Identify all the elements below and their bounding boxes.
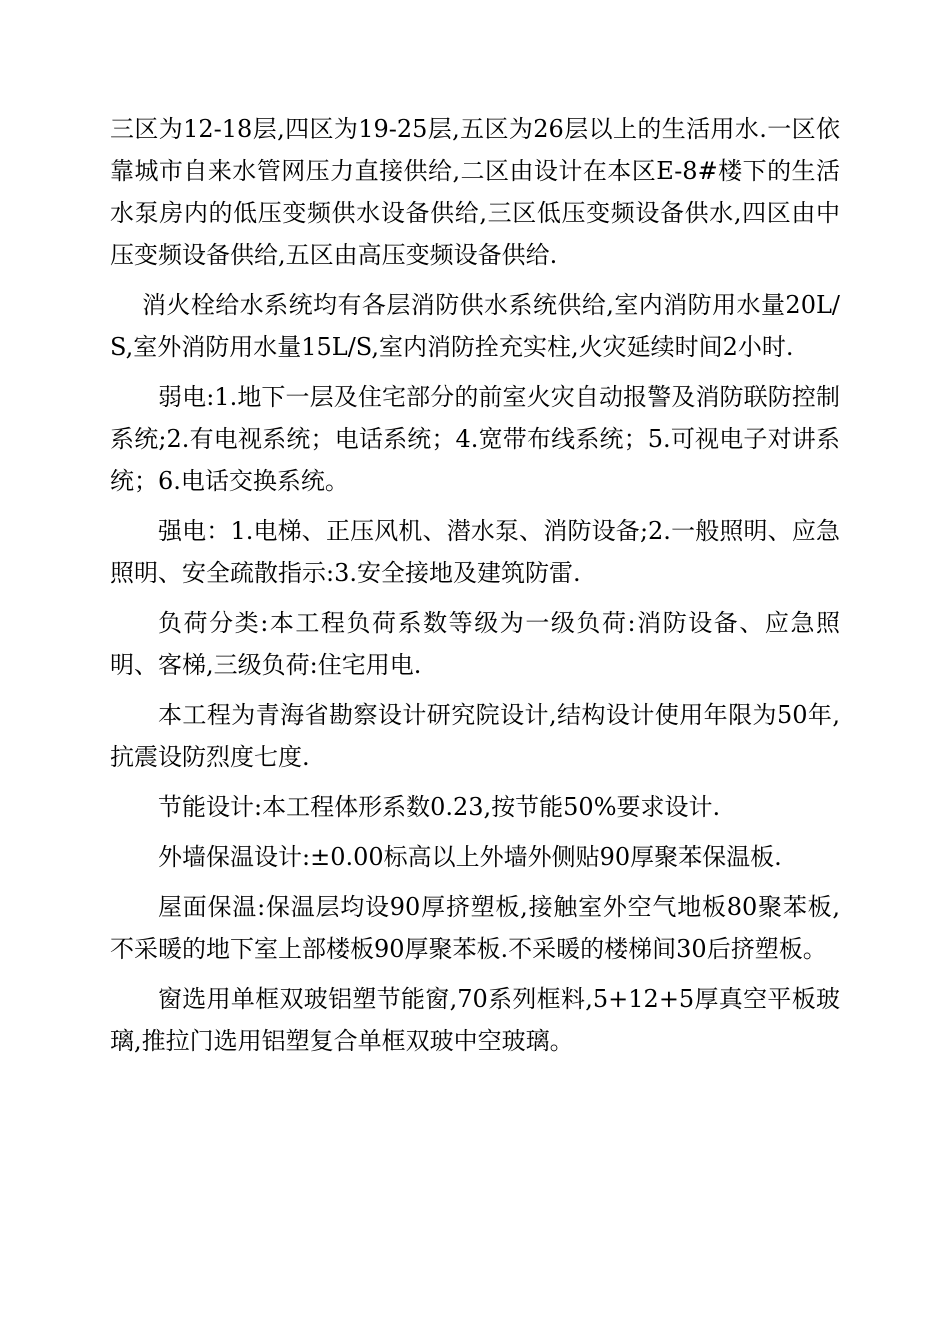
paragraph-energy-design: 节能设计:本工程体形系数0.23,按节能50%要求设计. (158, 793, 721, 821)
paragraph-wall-insulation: 外墙保温设计:±0.00标高以上外墙外侧贴90厚聚苯保温板. (158, 843, 782, 871)
paragraph-windows: 窗选用单框双玻铝塑节能窗,70系列框料,5+12+5厚真空平板玻璃,推拉门选用铝塑复合单框双玻中空玻璃。 (110, 985, 840, 1055)
paragraph-fire-hydrant: 消火栓给水系统均有各层消防供水系统供给,室内消防用水量20L/S,室外消防用水量15L/S,室内消防拴充实柱,火灾延续时间2小时. (110, 291, 840, 361)
paragraph-strong-current: 强电：1.电梯、正压风机、潜水泵、消防设备;2.一般照明、应急照明、安全疏散指示:3.安全接地及建筑防雷. (110, 517, 840, 587)
document-page (110, 108, 840, 1070)
paragraph-roof-insulation: 屋面保温:保温层均设90厚挤塑板,接触室外空气地板80聚苯板,不采暖的地下室上部楼板90厚聚苯板.不采暖的楼梯间30后挤塑板。 (110, 893, 840, 963)
paragraph-load-classification: 负荷分类:本工程负荷系数等级为一级负荷:消防设备、应急照明、客梯,三级负荷:住宅用电. (110, 609, 840, 679)
paragraph-structural-design: 本工程为青海省勘察设计研究院设计,结构设计使用年限为50年,抗震设防烈度七度. (110, 701, 840, 771)
paragraph-weak-current: 弱电:1.地下一层及住宅部分的前室火灾自动报警及消防联防控制系统;2.有电视系统；电话系统；4.宽带布线系统；5.可视电子对讲系统；6.电话交换系统。 (110, 383, 840, 495)
paragraph-water-zones: 三区为12-18层,四区为19-25层,五区为26层以上的生活用水.一区依靠城市自来水管网压力直接供给,二区由设计在本区E-8#楼下的生活水泵房内的低压变频供水设备供给,三区低压变频设备供水,四区由中压变频设备供给,五区由高压变频设备供给. (110, 115, 840, 269)
